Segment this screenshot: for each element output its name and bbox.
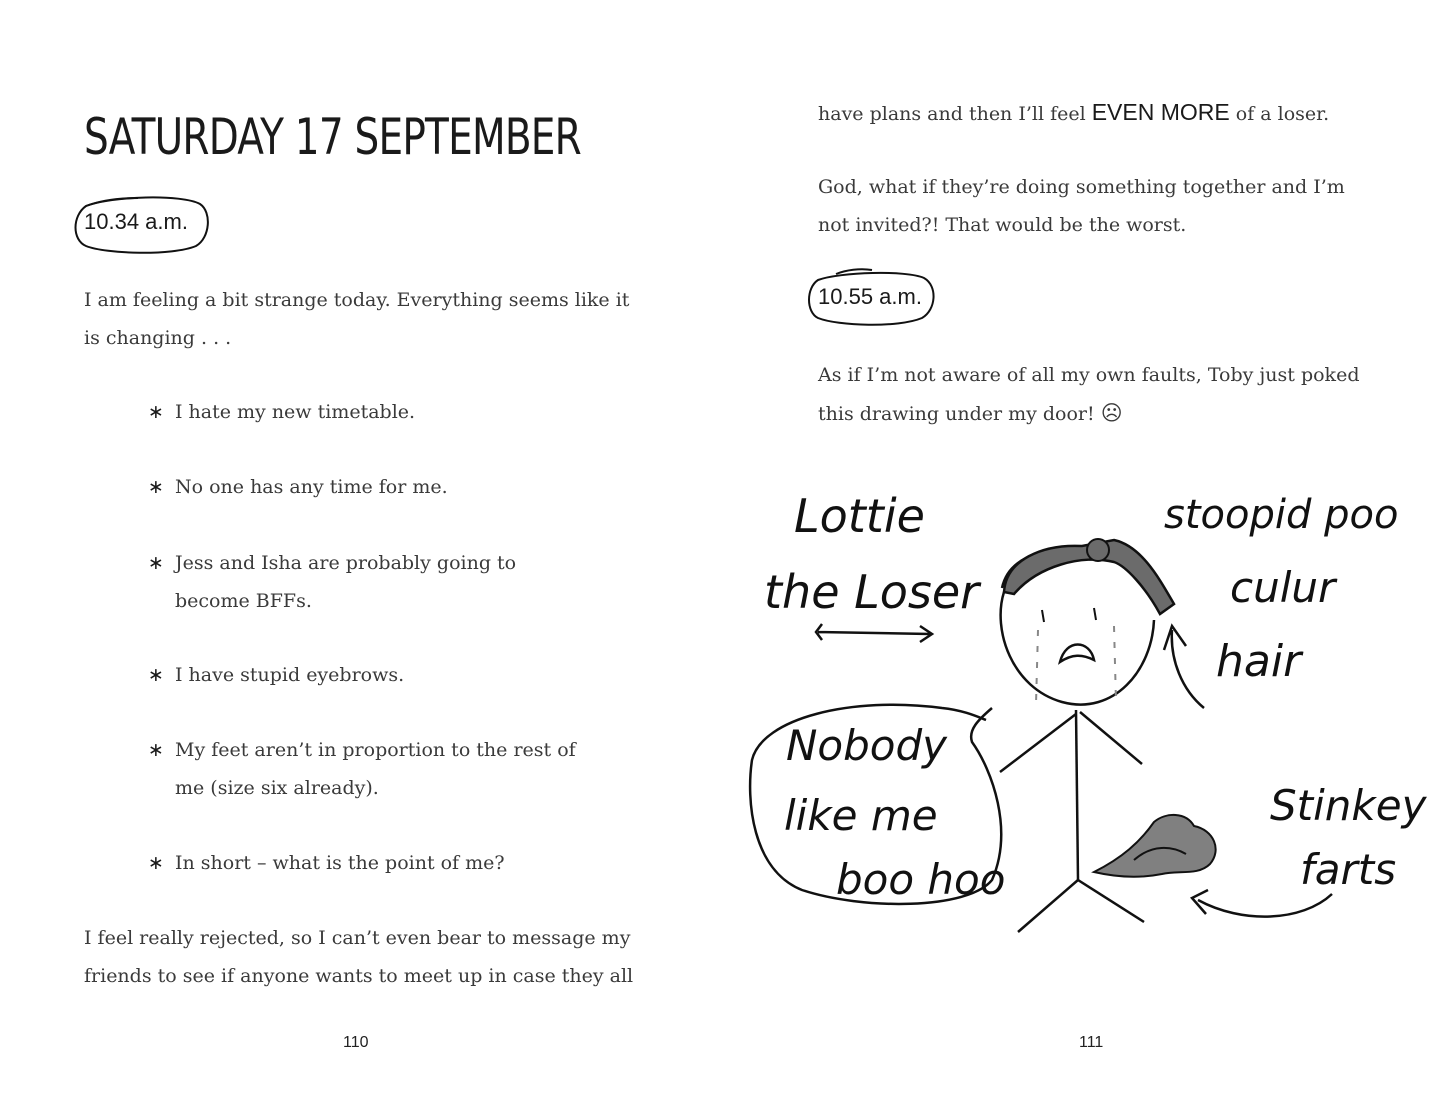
label-hair-line-3: hair [1216, 636, 1302, 687]
worry-line-1: God, what if they’re doing something together and I’m [818, 176, 1345, 198]
continued-text-before: have plans and then I’ll feel [818, 103, 1092, 125]
list-item-line-2: become BFFs. [175, 589, 312, 612]
closing-line-2: friends to see if anyone wants to meet up in case they all [84, 964, 634, 987]
speech-line-2: like me [784, 791, 938, 840]
page-number: 110 [343, 1034, 369, 1051]
speech-line-3: boo hoo [836, 855, 1006, 904]
continued-paragraph [818, 94, 1418, 134]
list-item-line-1: I have stupid eyebrows. [175, 664, 405, 686]
toby-drawing [742, 470, 1432, 960]
worry-paragraph [818, 169, 1418, 244]
list-item-line-1: No one has any time for me. [175, 476, 448, 498]
sad-face-icon: ☹ [1100, 400, 1123, 425]
intro-paragraph [84, 282, 644, 357]
bullet-icon: ∗ [148, 739, 164, 761]
hair-bun [1087, 539, 1109, 561]
label-farts-line-2: farts [1300, 845, 1397, 894]
label-name-line-2: the Loser [764, 565, 980, 619]
drawing-intro-line-2: this drawing under my door! [818, 402, 1101, 425]
list-item-line-1: My feet aren’t in proportion to the rest of [175, 739, 576, 761]
list-item-line-1: In short – what is the point of me? [175, 852, 505, 874]
bullet-icon: ∗ [148, 852, 164, 874]
bullet-icon: ∗ [148, 476, 164, 498]
label-name-line-1: Lottie [794, 489, 925, 543]
emphasis-text: EVEN MORE [1091, 99, 1230, 125]
bullet-icon: ∗ [148, 552, 164, 574]
time-stamp-1055 [806, 268, 938, 328]
arrow-to-hair-icon [1164, 626, 1204, 708]
label-hair-line-2: culur [1230, 563, 1336, 612]
list-item-line-1: Jess and Isha are probably going to [175, 552, 517, 574]
time-stamp-text: 10.34 a.m. [84, 209, 188, 234]
fart-cloud [1094, 815, 1216, 877]
bullet-icon: ∗ [148, 401, 164, 423]
continued-text-after: of a loser. [1229, 103, 1330, 125]
list-item-text [175, 394, 595, 432]
drawing-intro-paragraph [818, 357, 1418, 433]
bullet-icon: ∗ [148, 664, 164, 686]
intro-line-2: is changing . . . [84, 326, 232, 349]
list-item-text [175, 545, 595, 620]
intro-line-1: I am feeling a bit strange today. Everything seems like it [84, 289, 630, 311]
right-page [722, 0, 1445, 1109]
list-item-text [175, 732, 595, 807]
time-stamp-text: 10.55 a.m. [818, 284, 922, 309]
arrow-to-head-icon [816, 624, 932, 642]
list-item-text [175, 657, 595, 695]
list-item-text [175, 845, 595, 883]
time-stamp-1034 [72, 194, 212, 256]
list-item-text [175, 469, 595, 507]
closing-line-1: I feel really rejected, so I can’t even bear to message my [84, 927, 631, 949]
page-number: 111 [1079, 1034, 1104, 1051]
diary-date-heading: SATURDAY 17 SEPTEMBER [84, 108, 581, 166]
label-farts-line-1: Stinkey [1270, 781, 1427, 830]
label-hair-line-1: stoopid poo [1164, 492, 1399, 538]
list-item-line-1: I hate my new timetable. [175, 401, 416, 423]
drawing-intro-line-1: As if I’m not aware of all my own faults, Toby just poked [818, 364, 1360, 386]
list-item-line-2: me (size six already). [175, 776, 379, 799]
speech-line-1: Nobody [786, 721, 947, 770]
left-page [0, 0, 722, 1109]
worry-line-2: not invited?! That would be the worst. [818, 213, 1187, 236]
closing-paragraph [84, 920, 684, 995]
